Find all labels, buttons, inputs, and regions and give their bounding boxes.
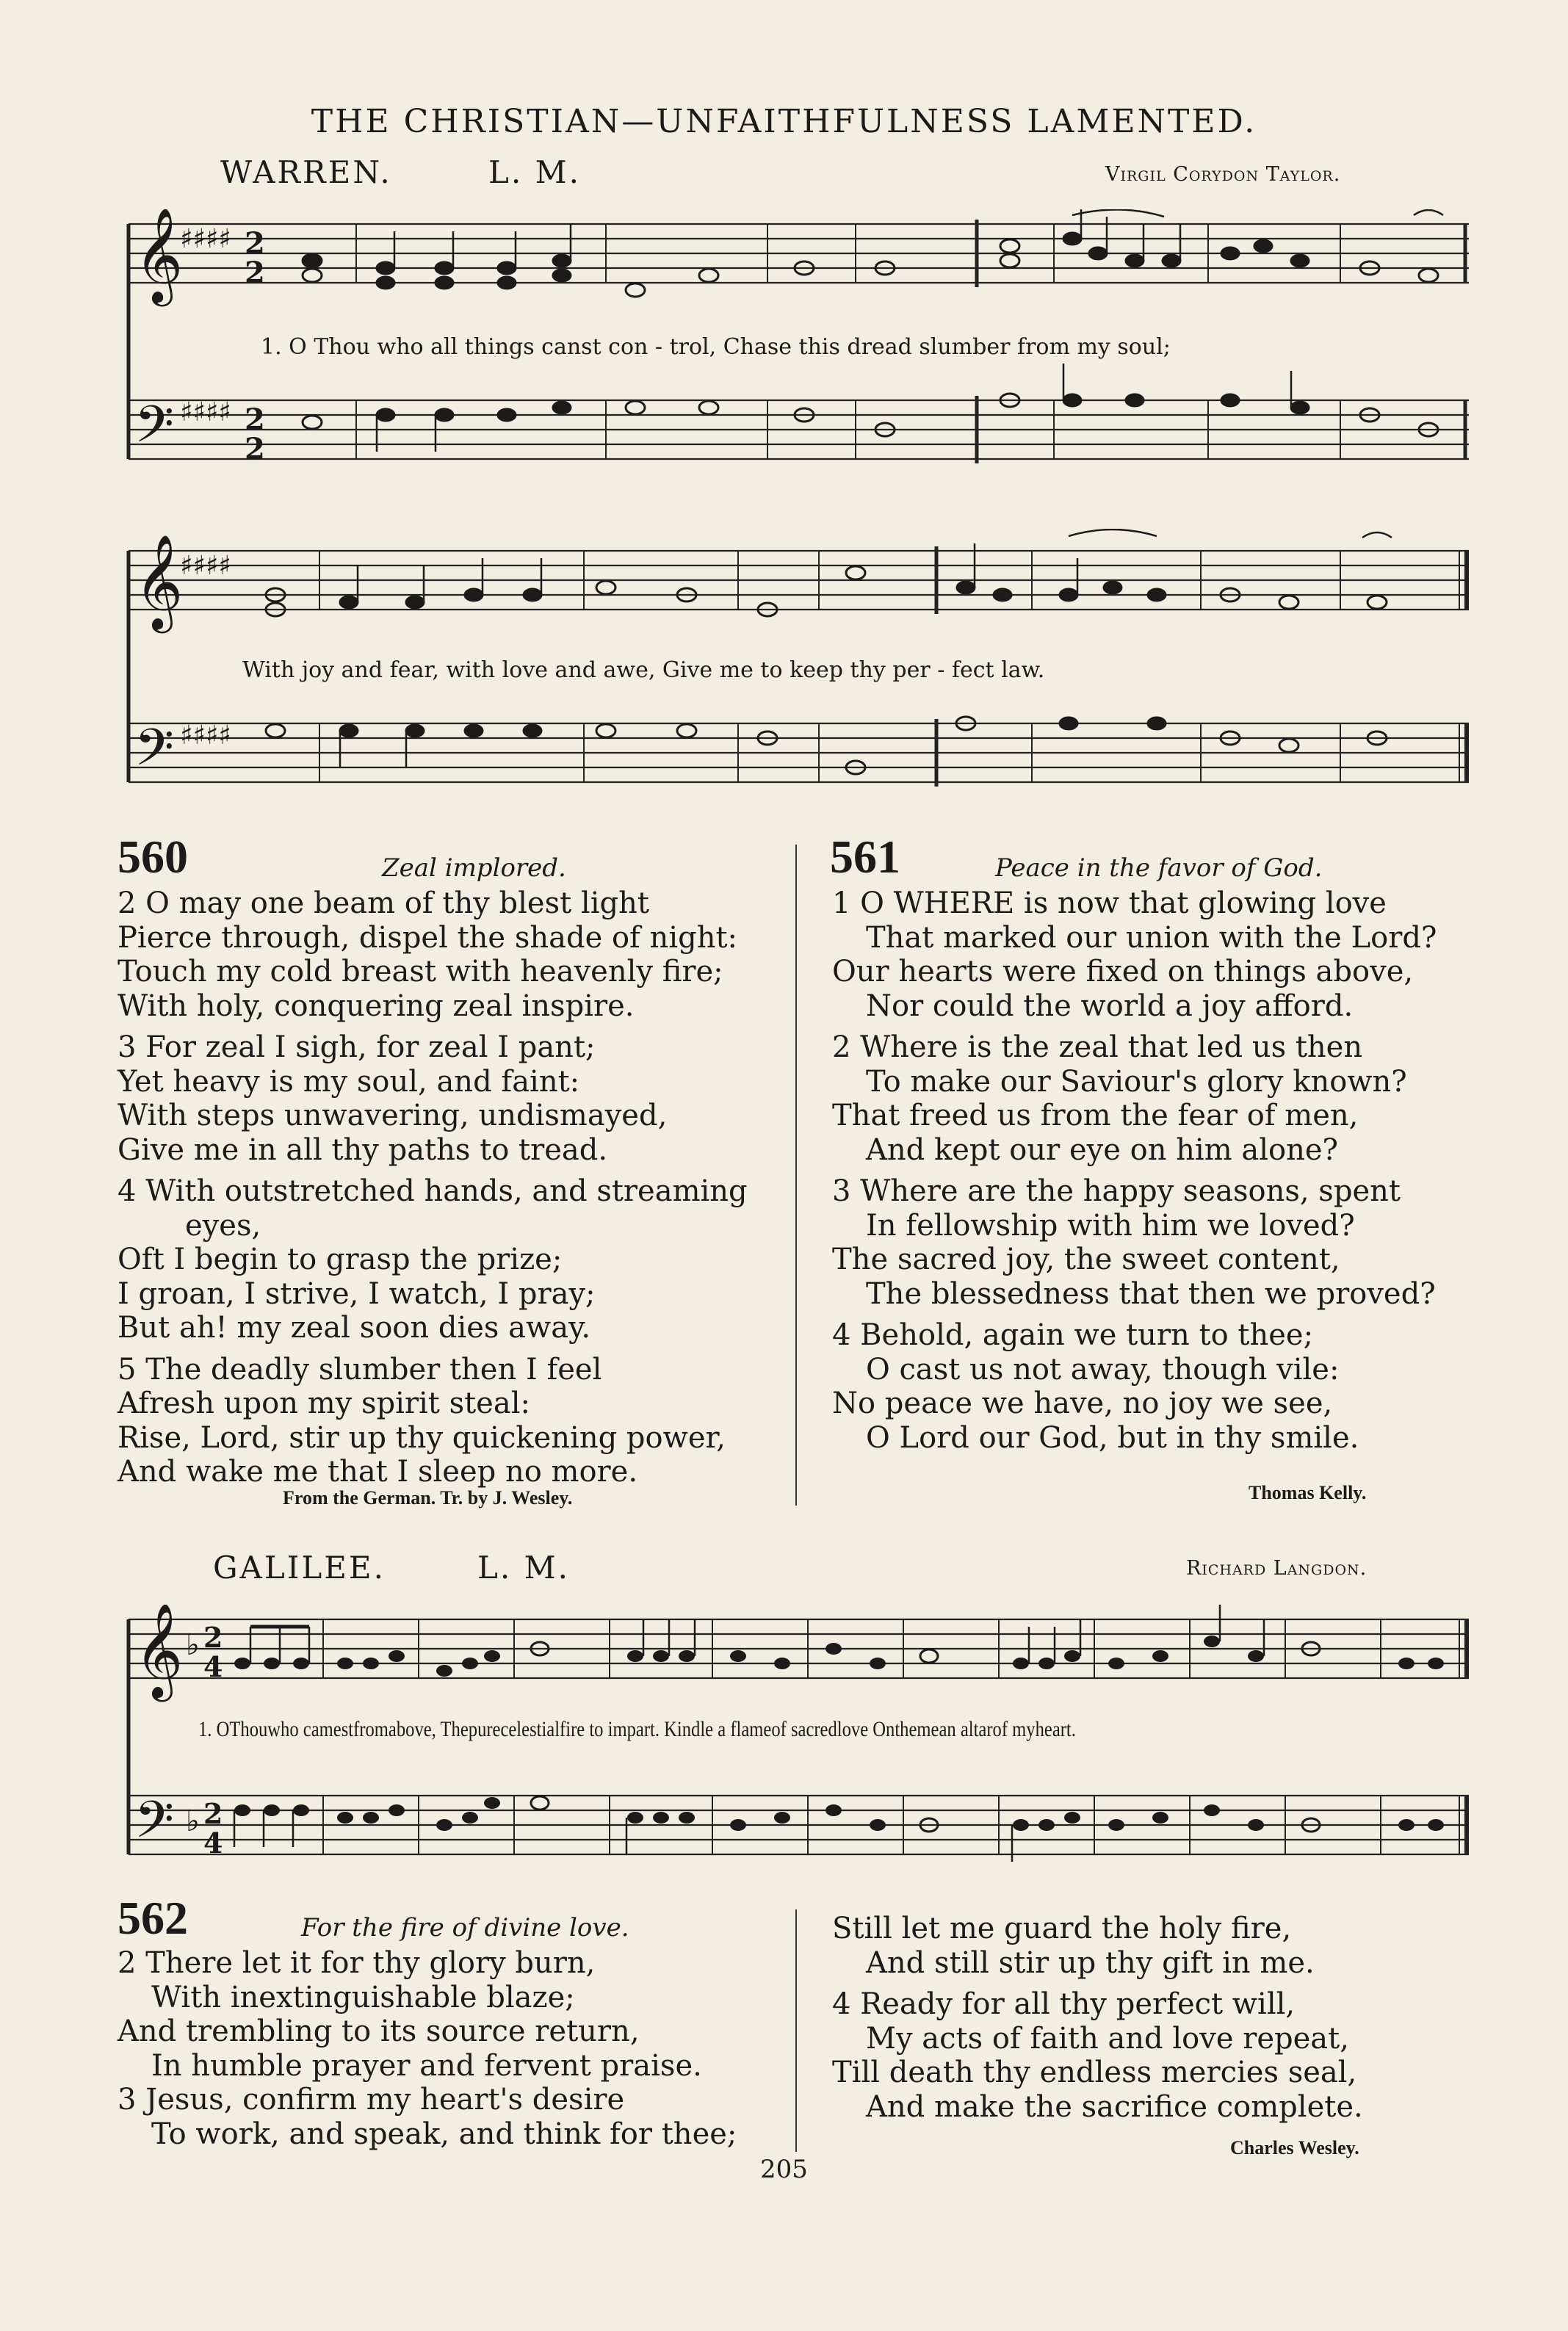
- verse-line: To make our Saviour's glory known?: [866, 1064, 1407, 1099]
- page-header: THE CHRISTIAN—UNFAITHFULNESS LAMENTED.: [311, 103, 1257, 140]
- verse-line: O cast us not away, though vile:: [866, 1352, 1340, 1387]
- svg-text:2: 2: [245, 226, 265, 261]
- hymn-562-verses-left: [118, 1946, 737, 2151]
- verse-line: 2 O may one beam of thy blest light: [118, 886, 649, 920]
- verse-line: O Lord our God, but in thy smile.: [866, 1420, 1359, 1455]
- stanza-gap: [832, 1980, 1363, 1987]
- svg-text:4: 4: [203, 1650, 223, 1683]
- verse-line: To work, and speak, and think for thee;: [151, 2117, 737, 2151]
- verse-line: No peace we have, no joy we see,: [832, 1387, 1333, 1420]
- verse-line: Oft I begin to grasp the prize;: [118, 1243, 563, 1276]
- verse-line: But ah! my zeal soon dies away.: [118, 1311, 591, 1345]
- verse-line: Till death thy endless mercies seal,: [832, 2056, 1357, 2089]
- svg-text:𝄞: 𝄞: [134, 1605, 184, 1698]
- galilee-system: [121, 1605, 1476, 1898]
- galilee-lyrics-line1: 1. OThouwho camestfromabove, Thepurecelestialfire to impart. Kindle a flameof sacredlove Onthemean altarof myheart.: [198, 1717, 1076, 1741]
- stanza-gap: [118, 1023, 748, 1030]
- verse-line: The blessedness that then we proved?: [866, 1276, 1436, 1311]
- verse-line: Pierce through, dispel the shade of night:: [118, 920, 738, 955]
- verse-line: With steps unwavering, undismayed,: [118, 1099, 668, 1132]
- verse-line: My acts of faith and love repeat,: [866, 2021, 1349, 2056]
- svg-text:♯♯♯♯: ♯♯♯♯: [180, 397, 231, 427]
- warren-lyrics-line2: With joy and fear, with love and awe, Give me to keep thy per - fect law.: [242, 657, 1045, 683]
- stanza-gap: [832, 1167, 1437, 1174]
- stanza-gap: [832, 1023, 1437, 1030]
- verse-line: Touch my cold breast with heavenly fire;: [118, 955, 723, 989]
- warren-system-1: [121, 209, 1476, 510]
- svg-text:♯♯♯♯: ♯♯♯♯: [180, 224, 231, 254]
- verse-line: 5 The deadly slumber then I feel: [118, 1352, 602, 1387]
- page-number: 205: [760, 2155, 808, 2184]
- svg-text:♭: ♭: [186, 1628, 200, 1662]
- hymn-562-credit: Charles Wesley.: [1230, 2137, 1359, 2158]
- verse-line: 2 There let it for thy glory burn,: [118, 1946, 596, 1980]
- verse-line: 4 Behold, again we turn to thee;: [832, 1318, 1314, 1352]
- tune1-composer: Virgil Corydon Taylor.: [1105, 163, 1341, 186]
- verse-line: 4 Ready for all thy perfect will,: [832, 1987, 1296, 2021]
- verse-line: Afresh upon my spirit steal:: [118, 1387, 530, 1420]
- svg-text:4: 4: [203, 1826, 223, 1860]
- tune2-composer: Richard Langdon.: [1186, 1557, 1368, 1580]
- verse-line: Give me in all thy paths to tread.: [118, 1132, 608, 1167]
- verse-line: Still let me guard the holy fire,: [832, 1912, 1292, 1945]
- stanza-gap: [118, 1345, 748, 1353]
- svg-text:2: 2: [245, 402, 265, 437]
- svg-text:𝄢: 𝄢: [134, 394, 175, 466]
- verse-line: 1 O WHERE is now that glowing love: [832, 886, 1387, 920]
- verse-line: With holy, conquering zeal inspire.: [118, 989, 635, 1023]
- hymn-560-title: Zeal implored.: [382, 853, 566, 883]
- tune1-meter: L. M.: [488, 154, 581, 190]
- verse-line: 3 Jesus, confirm my heart's desire: [118, 2083, 625, 2117]
- verse-line: And kept our eye on him alone?: [866, 1132, 1338, 1167]
- hymn-560-number: 560: [118, 831, 188, 883]
- stanza-gap: [832, 1311, 1437, 1318]
- verse-line: And trembling to its source return,: [118, 2014, 640, 2048]
- svg-text:2: 2: [245, 256, 265, 290]
- verse-line: Nor could the world a joy afford.: [866, 989, 1354, 1023]
- verse-line: Yet heavy is my soul, and faint:: [118, 1064, 580, 1099]
- svg-text:𝄢: 𝄢: [134, 718, 175, 789]
- hymn-561-verses: [832, 886, 1437, 1455]
- verse-line: In humble prayer and fervent praise.: [151, 2048, 702, 2083]
- verse-line: The sacred joy, the sweet content,: [832, 1243, 1340, 1276]
- stanza-gap: [118, 1167, 748, 1174]
- verse-line: With inextinguishable blaze;: [151, 1980, 575, 2014]
- hymn-562-number: 562: [118, 1892, 188, 1944]
- verse-line: 4 With outstretched hands, and streaming: [118, 1174, 748, 1208]
- verse-line: 2 Where is the zeal that led us then: [832, 1030, 1363, 1064]
- svg-text:2: 2: [203, 1621, 223, 1654]
- hymn-560-verses: [118, 886, 748, 1489]
- column-divider-2: [795, 1909, 797, 2152]
- verse-line: Rise, Lord, stir up thy quickening power,: [118, 1420, 726, 1455]
- warren-lyrics-line1: 1. O Thou who all things canst con - trol, Chase this dread slumber from my soul;: [261, 334, 1171, 360]
- hymn-562-verses-right: [832, 1912, 1363, 2124]
- svg-text:𝄞: 𝄞: [134, 534, 184, 629]
- hymn-560-credit: From the German. Tr. by J. Wesley.: [283, 1487, 573, 1508]
- verse-line: And wake me that I sleep no more.: [118, 1455, 638, 1489]
- verse-line: 3 For zeal I sigh, for zeal I pant;: [118, 1030, 596, 1064]
- svg-text:♯♯♯♯: ♯♯♯♯: [180, 551, 231, 581]
- hymn-562-title: For the fire of divine love.: [301, 1913, 629, 1942]
- svg-text:𝄞: 𝄞: [134, 209, 184, 303]
- column-divider-1: [795, 845, 797, 1506]
- verse-line: 3 Where are the happy seasons, spent: [832, 1174, 1401, 1208]
- verse-line: And make the sacrifice complete.: [866, 2089, 1363, 2124]
- svg-text:♯♯♯♯: ♯♯♯♯: [180, 720, 231, 751]
- verse-line: Our hearts were fixed on things above,: [832, 955, 1414, 989]
- tune2-name: GALILEE.: [213, 1550, 386, 1586]
- verse-line: That freed us from the fear of men,: [832, 1099, 1359, 1132]
- svg-text:2: 2: [245, 432, 265, 466]
- verse-line: In fellowship with him we loved?: [866, 1208, 1355, 1243]
- hymn-561-number: 561: [830, 831, 900, 883]
- tune2-meter: L. M.: [477, 1550, 570, 1586]
- verse-line: That marked our union with the Lord?: [866, 920, 1437, 955]
- hymn-561-credit: Thomas Kelly.: [1249, 1482, 1367, 1503]
- svg-text:𝄢: 𝄢: [134, 1790, 175, 1862]
- hymn-561-title: Peace in the favor of God.: [995, 853, 1323, 883]
- verse-line: And still stir up thy gift in me.: [866, 1945, 1315, 1980]
- svg-text:2: 2: [203, 1797, 223, 1830]
- svg-text:♭: ♭: [186, 1804, 200, 1838]
- verse-line: eyes,: [185, 1208, 261, 1243]
- tune1-name: WARREN.: [220, 154, 392, 190]
- verse-line: I groan, I strive, I watch, I pray;: [118, 1276, 596, 1311]
